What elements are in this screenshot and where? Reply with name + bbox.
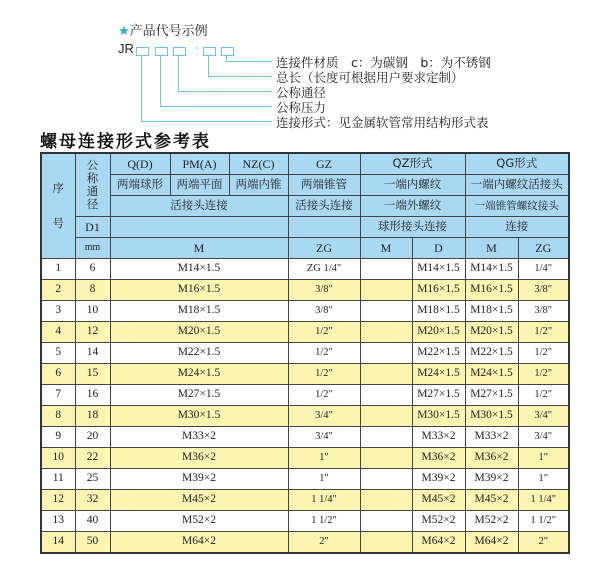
code-prefix: JR xyxy=(118,41,134,56)
code-box xyxy=(155,47,168,56)
header-type: GZ xyxy=(288,153,360,175)
connector-line xyxy=(160,56,161,106)
cell-seq: 5 xyxy=(41,343,75,364)
cell-qg-zg: 3/8" xyxy=(518,301,569,322)
table-row xyxy=(41,322,569,343)
cell-seq: 9 xyxy=(41,427,75,448)
label-material: 连接件材质 c：为碳钢 b：为不锈钢 xyxy=(276,55,491,70)
table-row xyxy=(41,469,569,490)
code-title-text: 产品代号示例 xyxy=(129,24,208,39)
cell-qz-m xyxy=(360,469,412,490)
cell-thread-m: M27×1.5 xyxy=(110,385,288,406)
cell-qg-zg: 3/4" xyxy=(518,406,569,427)
header-conn: 活接头连接 xyxy=(288,196,360,217)
header-conn2: 连接 xyxy=(465,217,569,238)
cell-nominal-diameter: 14 xyxy=(75,343,110,364)
cell-thread-zg: 3/4" xyxy=(288,427,360,448)
label-diameter: 公称通径 xyxy=(276,85,327,100)
cell-thread-zg: 1/2" xyxy=(288,364,360,385)
cell-nominal-diameter: 6 xyxy=(75,259,110,280)
header-unit: M xyxy=(465,238,518,259)
connector-line xyxy=(141,56,142,121)
cell-seq: 8 xyxy=(41,406,75,427)
cell-qz-m xyxy=(360,532,412,554)
connector-line xyxy=(208,56,209,76)
cell-thread-m: M45×2 xyxy=(110,490,288,511)
code-separator: - xyxy=(195,40,199,54)
header-type: PM(A) xyxy=(170,153,229,175)
header-unit: M xyxy=(110,238,288,259)
table-row xyxy=(41,280,569,301)
cell-nominal-diameter: 20 xyxy=(75,427,110,448)
table-row xyxy=(41,343,569,364)
cell-qz-d: M39×2 xyxy=(412,469,465,490)
cell-nominal-diameter: 8 xyxy=(75,280,110,301)
cell-qz-m xyxy=(360,406,412,427)
cell-seq: 11 xyxy=(41,469,75,490)
cell-seq: 4 xyxy=(41,322,75,343)
cell-qg-zg: 1 1/2" xyxy=(518,511,569,532)
cell-qg-zg: 3/4" xyxy=(518,427,569,448)
connector-line xyxy=(141,121,272,122)
table-row xyxy=(41,448,569,469)
header-desc: 两端内锥 xyxy=(229,175,288,196)
cell-thread-m: M20×1.5 xyxy=(110,322,288,343)
cell-qz-d: M52×2 xyxy=(412,511,465,532)
cell-qz-m xyxy=(360,511,412,532)
cell-qg-m: M27×1.5 xyxy=(465,385,518,406)
cell-qg-zg: 3/8" xyxy=(518,280,569,301)
header-nominal: 公 称 通 径 xyxy=(75,153,110,217)
header-unit: D xyxy=(412,238,465,259)
header-conn: 一端锥管螺纹接头 xyxy=(465,196,569,217)
cell-qz-m xyxy=(360,259,412,280)
cell-qg-m: M52×2 xyxy=(465,511,518,532)
cell-qg-zg: 1 1/4" xyxy=(518,490,569,511)
cell-qg-m: M20×1.5 xyxy=(465,322,518,343)
header-desc: 两端锥管 xyxy=(288,175,360,196)
connector-line xyxy=(208,76,272,77)
table-row xyxy=(41,406,569,427)
cell-nominal-diameter: 12 xyxy=(75,322,110,343)
header-conn: 一端外螺纹 xyxy=(360,196,465,217)
cell-thread-zg: 1" xyxy=(288,448,360,469)
cell-qg-zg: 1/2" xyxy=(518,385,569,406)
cell-qg-m: M16×1.5 xyxy=(465,280,518,301)
table-row xyxy=(41,511,569,532)
cell-thread-zg: 2" xyxy=(288,532,360,554)
cell-thread-zg: 1 1/4" xyxy=(288,490,360,511)
cell-qz-d: M18×1.5 xyxy=(412,301,465,322)
cell-qg-zg: 1" xyxy=(518,448,569,469)
table-row xyxy=(41,301,569,322)
cell-thread-zg: 3/8" xyxy=(288,301,360,322)
cell-qz-d: M20×1.5 xyxy=(412,322,465,343)
cell-qz-m xyxy=(360,364,412,385)
cell-seq: 7 xyxy=(41,385,75,406)
table-row xyxy=(41,532,569,554)
header-type: NZ(C) xyxy=(229,153,288,175)
cell-nominal-diameter: 15 xyxy=(75,364,110,385)
cell-qz-m xyxy=(360,322,412,343)
header-unit: ZG xyxy=(518,238,569,259)
cell-qz-m xyxy=(360,301,412,322)
cell-qz-d: M22×1.5 xyxy=(412,343,465,364)
cell-nominal-diameter: 32 xyxy=(75,490,110,511)
code-box xyxy=(221,47,234,56)
cell-qg-m: M33×2 xyxy=(465,427,518,448)
connector-line xyxy=(160,106,272,107)
cell-qg-zg: 2" xyxy=(518,532,569,554)
cell-qz-d: M30×1.5 xyxy=(412,406,465,427)
header-d1: D1 xyxy=(75,217,110,238)
cell-thread-zg: 1" xyxy=(288,469,360,490)
cell-seq: 3 xyxy=(41,301,75,322)
table-row xyxy=(41,364,569,385)
header-type: QZ形式 xyxy=(360,153,465,175)
cell-qz-d: M64×2 xyxy=(412,532,465,554)
cell-thread-zg: 3/8" xyxy=(288,280,360,301)
cell-qg-m: M39×2 xyxy=(465,469,518,490)
cell-thread-m: M22×1.5 xyxy=(110,343,288,364)
header-unit: ZG xyxy=(288,238,360,259)
cell-thread-zg: 1/2" xyxy=(288,322,360,343)
code-box xyxy=(173,47,186,56)
nut-connection-table xyxy=(40,152,570,554)
cell-nominal-diameter: 50 xyxy=(75,532,110,554)
cell-thread-m: M39×2 xyxy=(110,469,288,490)
cell-thread-zg: ZG 1/4" xyxy=(288,259,360,280)
cell-qz-m xyxy=(360,490,412,511)
cell-qz-d: M24×1.5 xyxy=(412,364,465,385)
header-unit: M xyxy=(360,238,412,259)
cell-nominal-diameter: 40 xyxy=(75,511,110,532)
cell-qg-m: M64×2 xyxy=(465,532,518,554)
cell-thread-m: M36×2 xyxy=(110,448,288,469)
table-title: 螺母连接形式参考表 xyxy=(40,132,211,152)
cell-thread-zg: 1/2" xyxy=(288,385,360,406)
cell-thread-m: M18×1.5 xyxy=(110,301,288,322)
table-row xyxy=(41,385,569,406)
cell-qg-m: M18×1.5 xyxy=(465,301,518,322)
cell-nominal-diameter: 10 xyxy=(75,301,110,322)
cell-qg-m: M24×1.5 xyxy=(465,364,518,385)
table-row xyxy=(41,427,569,448)
cell-seq: 10 xyxy=(41,448,75,469)
cell-qz-d: M45×2 xyxy=(412,490,465,511)
cell-qz-d: M36×2 xyxy=(412,448,465,469)
header-empty xyxy=(288,217,360,238)
cell-qg-zg: 1/2" xyxy=(518,322,569,343)
cell-qz-m xyxy=(360,385,412,406)
header-type: QG形式 xyxy=(465,153,569,175)
cell-qg-m: M30×1.5 xyxy=(465,406,518,427)
connector-line xyxy=(226,61,272,62)
cell-qg-m: M36×2 xyxy=(465,448,518,469)
cell-thread-m: M52×2 xyxy=(110,511,288,532)
cell-seq: 2 xyxy=(41,280,75,301)
connector-line xyxy=(178,91,272,92)
cell-thread-zg: 1 1/2" xyxy=(288,511,360,532)
cell-nominal-diameter: 16 xyxy=(75,385,110,406)
cell-qg-zg: 1/4" xyxy=(518,259,569,280)
cell-thread-m: M33×2 xyxy=(110,427,288,448)
cell-nominal-diameter: 22 xyxy=(75,448,110,469)
cell-thread-m: M30×1.5 xyxy=(110,406,288,427)
table-row xyxy=(41,490,569,511)
cell-qg-m: M14×1.5 xyxy=(465,259,518,280)
label-length: 总长（长度可根据用户要求定制） xyxy=(276,70,464,85)
cell-qz-d: M14×1.5 xyxy=(412,259,465,280)
header-conn: 活接头连接 xyxy=(110,196,288,217)
table-row xyxy=(41,259,569,280)
code-box xyxy=(203,47,216,56)
cell-qg-zg: 1/2" xyxy=(518,343,569,364)
header-conn2: 球形接头连接 xyxy=(360,217,465,238)
cell-qg-zg: 1/2" xyxy=(518,364,569,385)
cell-qz-m xyxy=(360,448,412,469)
cell-qz-d: M33×2 xyxy=(412,427,465,448)
header-desc: 两端平面 xyxy=(170,175,229,196)
header-seq: 序 号 xyxy=(41,153,75,259)
cell-qz-m xyxy=(360,280,412,301)
cell-qz-d: M16×1.5 xyxy=(412,280,465,301)
cell-seq: 12 xyxy=(41,490,75,511)
cell-seq: 13 xyxy=(41,511,75,532)
code-box xyxy=(136,47,149,56)
header-mm: mm xyxy=(75,238,110,259)
cell-seq: 14 xyxy=(41,532,75,554)
cell-qg-m: M45×2 xyxy=(465,490,518,511)
cell-nominal-diameter: 25 xyxy=(75,469,110,490)
cell-thread-m: M16×1.5 xyxy=(110,280,288,301)
cell-qg-zg: 1" xyxy=(518,469,569,490)
cell-thread-zg: 1/2" xyxy=(288,343,360,364)
code-example-title xyxy=(118,20,208,39)
header-desc: 两端球形 xyxy=(110,175,170,196)
cell-qz-m xyxy=(360,427,412,448)
connector-line xyxy=(178,56,179,91)
cell-seq: 6 xyxy=(41,364,75,385)
header-type: Q(D) xyxy=(110,153,170,175)
cell-thread-zg: 3/4" xyxy=(288,406,360,427)
label-connection: 连接形式：见金属软管常用结构形式表 xyxy=(276,115,489,130)
star-icon: ★ xyxy=(118,24,130,39)
cell-qg-m: M22×1.5 xyxy=(465,343,518,364)
cell-thread-m: M14×1.5 xyxy=(110,259,288,280)
cell-qz-m xyxy=(360,343,412,364)
header-empty xyxy=(110,217,288,238)
cell-nominal-diameter: 18 xyxy=(75,406,110,427)
cell-thread-m: M64×2 xyxy=(110,532,288,554)
header-desc: 一端内螺纹活接头 xyxy=(465,175,569,196)
label-pressure: 公称压力 xyxy=(276,100,327,115)
cell-qz-d: M27×1.5 xyxy=(412,385,465,406)
header-desc: 一端内螺纹 xyxy=(360,175,465,196)
cell-thread-m: M24×1.5 xyxy=(110,364,288,385)
cell-seq: 1 xyxy=(41,259,75,280)
